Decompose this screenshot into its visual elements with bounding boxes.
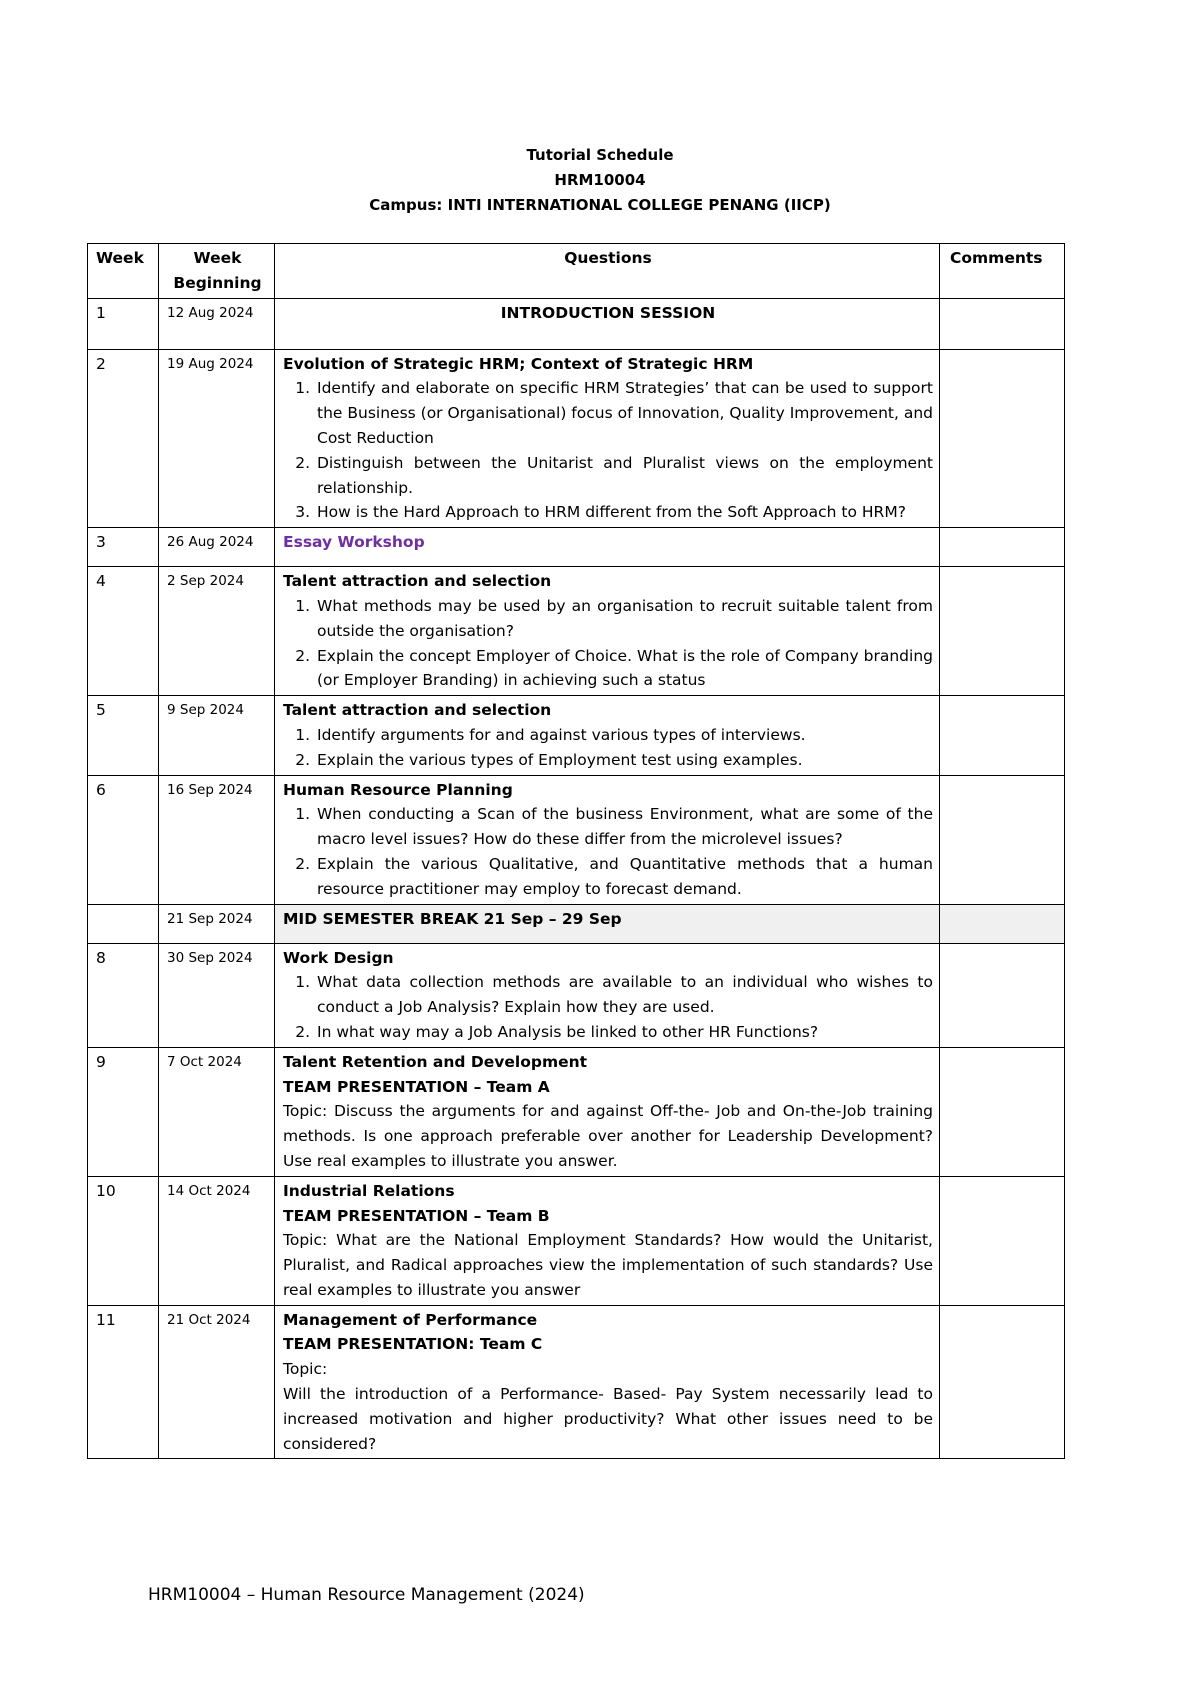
questions-cell	[275, 775, 940, 904]
questions-cell	[275, 696, 940, 775]
table-row	[88, 943, 1065, 1047]
questions-cell	[275, 567, 940, 696]
question-item: 3. How is the Hard Approach to HRM different from the Soft Approach to HRM?	[315, 500, 933, 525]
date-cell: 7 Oct 2024	[159, 1047, 275, 1176]
questions-cell	[275, 298, 940, 349]
comments-cell	[940, 349, 1065, 528]
row-title: Human Resource Planning	[283, 780, 513, 799]
header-questions: Questions	[275, 244, 940, 299]
questions-cell	[275, 349, 940, 528]
topic-label: Topic:	[283, 1360, 328, 1379]
week-cell: 11	[88, 1305, 159, 1459]
question-item: 2. Explain the various types of Employment test using examples.	[315, 748, 933, 773]
comments-cell	[940, 943, 1065, 1047]
question-list	[283, 723, 933, 773]
week-cell: 2	[88, 349, 159, 528]
question-list	[283, 802, 933, 901]
questions-cell	[275, 528, 940, 567]
table-row	[88, 528, 1065, 567]
question-item: 2. In what way may a Job Analysis be linked to other HR Functions?	[315, 1020, 933, 1045]
questions-cell	[275, 943, 940, 1047]
mid-semester-break-title: MID SEMESTER BREAK 21 Sep – 29 Sep	[283, 909, 622, 928]
week-cell: 8	[88, 943, 159, 1047]
table-row	[88, 904, 1065, 943]
questions-cell	[275, 1305, 940, 1459]
row-title: Evolution of Strategic HRM; Context of Strategic HRM	[283, 354, 754, 373]
comments-cell	[940, 775, 1065, 904]
week-cell: 10	[88, 1176, 159, 1305]
date-cell: 16 Sep 2024	[159, 775, 275, 904]
comments-cell	[940, 1047, 1065, 1176]
comments-cell	[940, 298, 1065, 349]
week-cell	[88, 904, 159, 943]
week-cell: 1	[88, 298, 159, 349]
question-list	[283, 594, 933, 693]
team-presentation-label: TEAM PRESENTATION – Team A	[283, 1077, 550, 1096]
questions-cell	[275, 904, 940, 943]
page-footer: HRM10004 – Human Resource Management (2024)	[148, 1585, 585, 1605]
essay-workshop-title: Essay Workshop	[283, 533, 425, 552]
table-row	[88, 1176, 1065, 1305]
date-cell: 26 Aug 2024	[159, 528, 275, 567]
table-row	[88, 298, 1065, 349]
questions-cell	[275, 1047, 940, 1176]
week-cell: 3	[88, 528, 159, 567]
table-row	[88, 1047, 1065, 1176]
question-list	[283, 376, 933, 525]
date-cell: 21 Sep 2024	[159, 904, 275, 943]
question-item: 1. What data collection methods are available to an individual who wishes to conduct a Job Analysis? Explain how they are used.	[315, 970, 933, 1020]
questions-cell	[275, 1176, 940, 1305]
comments-cell	[940, 567, 1065, 696]
team-presentation-label: TEAM PRESENTATION: Team C	[283, 1335, 543, 1354]
row-title: Talent Retention and Development	[283, 1052, 588, 1071]
question-item: 1. When conducting a Scan of the business Environment, what are some of the macro level issues? How do these differ from the microlevel issues?	[315, 802, 933, 852]
question-item: 1. Identify and elaborate on specific HRM Strategies’ that can be used to support the Business (or Organisational) focus of Innovation, Quality Improvement, and Cost Reduction	[315, 376, 933, 450]
document-header	[0, 143, 1200, 218]
week-cell: 5	[88, 696, 159, 775]
date-cell: 12 Aug 2024	[159, 298, 275, 349]
date-cell: 2 Sep 2024	[159, 567, 275, 696]
question-item: 2. Distinguish between the Unitarist and Pluralist views on the employment relationship.	[315, 451, 933, 501]
comments-cell	[940, 1176, 1065, 1305]
campus-line: Campus: INTI INTERNATIONAL COLLEGE PENANG (IICP)	[369, 196, 831, 214]
team-presentation-label: TEAM PRESENTATION – Team B	[283, 1206, 550, 1225]
table-header-row	[88, 244, 1065, 299]
comments-cell	[940, 1305, 1065, 1459]
question-item: 1. What methods may be used by an organisation to recruit suitable talent from outside the organisation?	[315, 594, 933, 644]
row-title: Talent attraction and selection	[283, 701, 552, 720]
header-week: Week	[88, 244, 159, 299]
row-title: Management of Performance	[283, 1310, 538, 1329]
comments-cell	[940, 904, 1065, 943]
date-cell: 30 Sep 2024	[159, 943, 275, 1047]
question-list	[283, 970, 933, 1044]
topic-text: Will the introduction of a Performance- Based- Pay System necessarily lead to increased motivation and higher productivity? What other issues need to be considered?	[283, 1385, 933, 1453]
question-item: 2. Explain the concept Employer of Choice. What is the role of Company branding (or Employer Branding) in achieving such a status	[315, 644, 933, 694]
week-cell: 4	[88, 567, 159, 696]
comments-cell	[940, 528, 1065, 567]
course-code: HRM10004	[554, 171, 646, 189]
table-row	[88, 567, 1065, 696]
tutorial-schedule-table	[87, 243, 1065, 1459]
week-cell: 6	[88, 775, 159, 904]
table-row	[88, 696, 1065, 775]
week-cell: 9	[88, 1047, 159, 1176]
date-cell: 14 Oct 2024	[159, 1176, 275, 1305]
header-week-beginning: Week Beginning	[159, 244, 275, 299]
row-title: Work Design	[283, 948, 394, 967]
row-title: INTRODUCTION SESSION	[500, 303, 716, 322]
question-item: 1. Identify arguments for and against various types of interviews.	[315, 723, 933, 748]
topic-text: Topic: Discuss the arguments for and against Off-the- Job and On-the-Job training methods. Is one approach preferable over another for Leadership Development? Use real examples to illustrate you answer.	[283, 1102, 933, 1170]
date-cell: 19 Aug 2024	[159, 349, 275, 528]
table-row	[88, 1305, 1065, 1459]
table-row	[88, 775, 1065, 904]
row-title: Talent attraction and selection	[283, 572, 552, 591]
date-cell: 21 Oct 2024	[159, 1305, 275, 1459]
schedule-title: Tutorial Schedule	[526, 146, 674, 164]
topic-text: Topic: What are the National Employment Standards? How would the Unitarist, Pluralist, and Radical approaches view the implementation of such standards? Use real examples to illustrate you answer	[283, 1231, 933, 1299]
date-cell: 9 Sep 2024	[159, 696, 275, 775]
table-row	[88, 349, 1065, 528]
comments-cell	[940, 696, 1065, 775]
header-comments: Comments	[940, 244, 1065, 299]
question-item: 2. Explain the various Qualitative, and Quantitative methods that a human resource practitioner may employ to forecast demand.	[315, 852, 933, 902]
row-title: Industrial Relations	[283, 1181, 455, 1200]
